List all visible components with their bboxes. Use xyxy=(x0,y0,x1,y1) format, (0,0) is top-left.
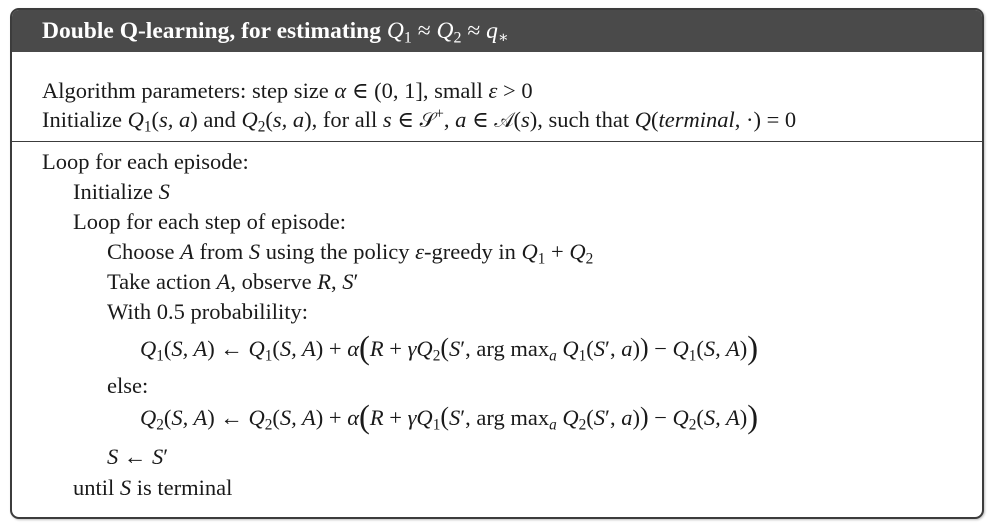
line-init-s: Initialize S xyxy=(73,179,170,204)
algorithm-box xyxy=(10,8,984,519)
algorithm-title xyxy=(12,10,982,52)
title-text: Double Q-learning, for estimating xyxy=(42,18,387,44)
line-loop-step: Loop for each step of episode: xyxy=(73,209,347,234)
section-divider xyxy=(12,141,982,142)
line-params: Algorithm parameters: step size α ∈ (0, 1], small ε > 0 xyxy=(42,78,533,103)
line-init: Initialize $Q_1(s$, a) and $Q_2(s$, a), for all s ∈ 𝒮+, a ∈ 𝒜(s), such that Q(terminal, ·) = 0 xyxy=(42,105,797,136)
line-take: Take action A, observe R, S′ xyxy=(107,269,359,294)
line-update-1: $Q_1(S$, A) ← $Q_1(S$, $A) + \alpha(R + \gamma Q_2(S'$, arg maxa $Q_1(S'$, $a)) - Q_1(S$, A)) xyxy=(140,330,759,367)
line-with-prob: With 0.5 probabilility: xyxy=(107,299,308,324)
title-math: $Q_1 \approx Q_2 \approx q_∗$ xyxy=(386,18,509,47)
line-until: until S is terminal xyxy=(73,475,233,500)
line-loop-episode: Loop for each episode: xyxy=(42,149,249,174)
line-assign: S ← S′ xyxy=(107,444,169,469)
line-update-2: $Q_2(S$, A) ← $Q_2(S$, $A) + \alpha(R + \gamma Q_1(S'$, arg maxa $Q_2(S'$, $a)) - Q_2(S$, A)) xyxy=(140,399,759,436)
line-else: else: xyxy=(107,373,149,398)
line-choose: Choose A from S using the policy ε-greedy in $Q_1 + Q_2$ xyxy=(107,239,594,268)
